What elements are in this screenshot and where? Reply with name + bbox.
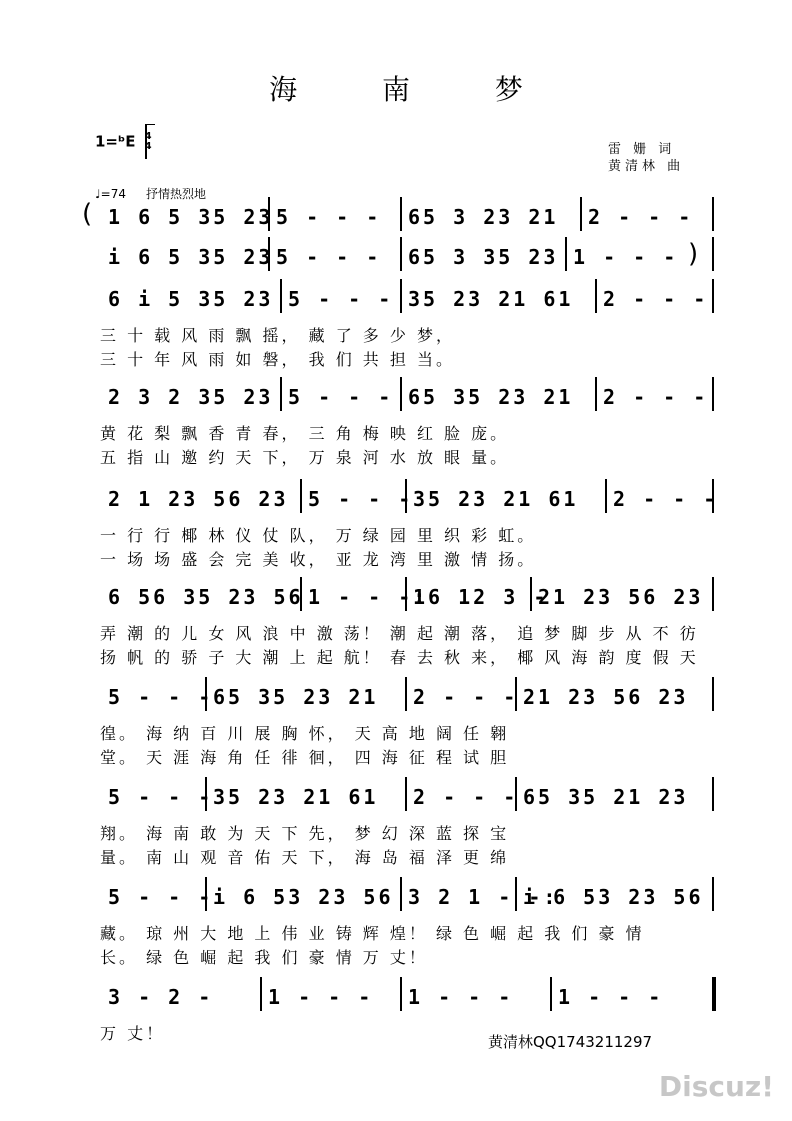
tempo-marking: ♩=74 抒情热烈地: [95, 187, 206, 201]
composer-credit: 黄清林 曲: [608, 159, 685, 174]
bar-line: [260, 977, 262, 1011]
measure: 1 - - -: [408, 985, 514, 1009]
measure: 2 - - -: [603, 385, 709, 409]
bar-line: [550, 977, 552, 1011]
bar-line: [400, 377, 402, 411]
measure: 5 - - -: [108, 685, 214, 709]
measure: 2 - - -: [413, 785, 519, 809]
lyric-line: 弄 潮 的 儿 女 风 浪 中 激 荡！ 潮 起 潮 落， 追 梦 脚 步 从 不 彷: [100, 624, 699, 643]
lyric-line: 黄 花 梨 飘 香 青 春， 三 角 梅 映 红 脸 庞。: [100, 424, 510, 443]
measure: 6 i 5 35 23: [108, 287, 274, 311]
bar-line: [515, 777, 517, 811]
measure: 2 - - -: [588, 205, 694, 229]
bar-line: [400, 197, 402, 231]
song-title: 海 南 梦: [269, 73, 561, 106]
bar-line: [205, 877, 207, 911]
measure: 3 - 2 -: [108, 985, 214, 1009]
measure: 65 35 23 21: [408, 385, 574, 409]
measure: 2 - - -: [613, 487, 719, 511]
measure: 1 - - -:: [308, 585, 429, 609]
measure: 5 - - -: [276, 245, 382, 269]
bar-line: [405, 677, 407, 711]
bar-line: [268, 197, 270, 231]
bar-line: [595, 279, 597, 313]
bar-line: [405, 577, 407, 611]
bar-line: [280, 279, 282, 313]
measure: 65 3 35 23: [408, 245, 559, 269]
bar-line: [405, 479, 407, 513]
measure: i 6 5 35 23: [108, 245, 274, 269]
bar-line: [712, 577, 714, 611]
measure: 1 - - -: [573, 245, 679, 269]
lyric-line: 长。 绿 色 崛 起 我 们 豪 情 万 丈！: [100, 948, 428, 967]
lyric-line: 万 丈！: [100, 1024, 166, 1043]
measure: 6 56 35 23 56: [108, 585, 304, 609]
time-signature: 4 4: [145, 132, 152, 152]
lyric-line: 三 十 载 风 雨 飘 摇， 藏 了 多 少 梦，: [100, 326, 455, 345]
bar-line: [400, 977, 402, 1011]
lyric-line: 一 场 场 盛 会 完 美 收， 亚 龙 湾 里 激 情 扬。: [100, 550, 537, 569]
bar-line: [400, 877, 402, 911]
lyric-line: 三 十 年 风 雨 如 磐， 我 们 共 担 当。: [100, 350, 455, 369]
measure: 2 - - -: [413, 685, 519, 709]
measure: 2 1 23 56 23: [108, 487, 289, 511]
bar-line: [515, 877, 517, 911]
bar-line: [300, 479, 302, 513]
lyricist-credit: 雷 姗 词: [608, 142, 676, 157]
bar-line: [712, 877, 714, 911]
bar-line: [712, 977, 716, 1011]
lyric-line: 量。 南 山 观 音 佑 天 下， 海 岛 福 泽 更 绵: [100, 848, 510, 867]
bar-line: [712, 237, 714, 271]
lyric-line: 徨。 海 纳 百 川 展 胸 怀， 天 高 地 阔 任 翱: [100, 724, 510, 743]
lyric-line: 藏。 琼 州 大 地 上 伟 业 铸 辉 煌！ 绿 色 崛 起 我 们 豪 情: [100, 924, 645, 943]
measure: 5 - - -: [308, 487, 414, 511]
bar-line: [268, 237, 270, 271]
bar-line: [580, 197, 582, 231]
measure: 2 3 2 35 23: [108, 385, 274, 409]
measure: 2 - - -: [603, 287, 709, 311]
measure: i 6 53 23 56: [213, 885, 394, 909]
lyric-line: 五 指 山 邀 约 天 下， 万 泉 河 水 放 眼 量。: [100, 448, 510, 467]
bar-line: [605, 479, 607, 513]
measure: 65 35 23 21: [213, 685, 379, 709]
bar-line: [300, 577, 302, 611]
key-signature: 1=ᵇE 4 4: [95, 132, 152, 152]
measure: 1 - - -: [268, 985, 374, 1009]
lyric-line: 扬 帆 的 骄 子 大 潮 上 起 航！ 春 去 秋 来， 椰 风 海 韵 度 假 天: [100, 648, 699, 667]
bar-line: [712, 279, 714, 313]
measure: 5 - - -: [108, 885, 214, 909]
measure: 35 23 21 61: [408, 287, 574, 311]
bar-line: [205, 777, 207, 811]
bar-line: [712, 677, 714, 711]
measure: i 6 53 23 56: [523, 885, 704, 909]
bar-line: [400, 237, 402, 271]
bar-line: [205, 677, 207, 711]
measure: 5 - - -: [276, 205, 382, 229]
bar-line: [400, 279, 402, 313]
lyric-line: 一 行 行 椰 林 仪 仗 队， 万 绿 园 里 织 彩 虹。: [100, 526, 537, 545]
watermark: Discuz!: [658, 1070, 774, 1103]
measure: 1 - - -: [558, 985, 664, 1009]
measure: 35 23 21 61: [413, 487, 579, 511]
bar-line: [530, 577, 532, 611]
bar-line: [565, 237, 567, 271]
bar-line: [712, 479, 714, 513]
repeat-paren: ): [688, 239, 699, 269]
measure: 35 23 21 61: [213, 785, 379, 809]
bar-line: [280, 377, 282, 411]
measure: 3 2 1 - -:: [408, 885, 559, 909]
measure: 21 23 56 23: [523, 685, 689, 709]
measure: 65 3 23 21: [408, 205, 559, 229]
measure: 5 - - -: [288, 287, 394, 311]
bar-line: [405, 777, 407, 811]
measure: 1 6 5 35 23: [108, 205, 274, 229]
bar-line: [712, 777, 714, 811]
author-contact: 黄清林QQ1743211297: [488, 1033, 653, 1051]
measure: 21 23 56 23: [538, 585, 704, 609]
bar-line: [595, 377, 597, 411]
measure: 65 35 21 23: [523, 785, 689, 809]
measure: 5 - - -: [108, 785, 214, 809]
bar-line: [515, 677, 517, 711]
measure: 16 12 3 -: [413, 585, 549, 609]
lyric-line: 翔。 海 南 敢 为 天 下 先， 梦 幻 深 蓝 探 宝: [100, 824, 510, 843]
lyric-line: 堂。 天 涯 海 角 任 徘 徊， 四 海 征 程 试 胆: [100, 748, 510, 767]
repeat-paren: (: [82, 199, 93, 229]
measure: 5 - - -: [288, 385, 394, 409]
bar-line: [712, 377, 714, 411]
bar-line: [712, 197, 714, 231]
